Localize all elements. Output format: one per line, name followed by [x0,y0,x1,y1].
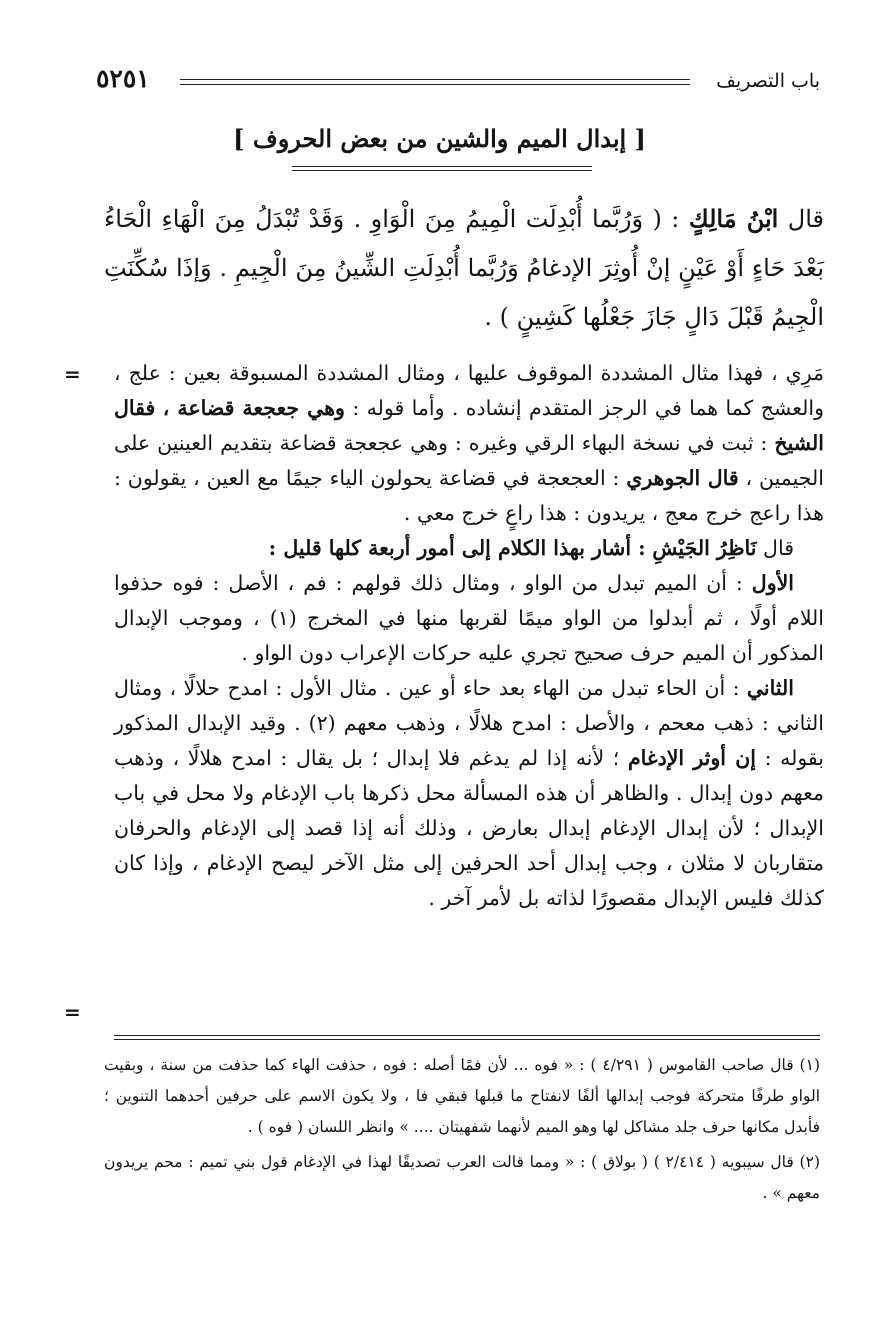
footnote-2: (٢) قال سيبويه ( ٢/٤١٤ ) ( بولاق ) : « ومما قالت العرب تصديقًا لهذا في الإدغام قول بني تميم : محم يريدون معهم » . [104,1153,820,1202]
continuation-mark-bottom: = [64,1000,81,1024]
paragraph-3-text: : أن الميم تبدل من الواو ، ومثال ذلك قولهم : فم ، الأصل : فوه حذفوا اللام أولًا ، ثم أبدلوا من الواو ميمًا لقربها منها في المخرج (١) ، وموجب الإبدال المذكور أن الميم حرف صحيح تجري عليه حركات الإعراب دون الواو . [114,571,824,665]
footnote-1: (١) قال صاحب القاموس ( ٤/٢٩١ ) : « فوه ... لأن فمًا أصله : فوه ، حذفت الهاء كما حذفت من سنة ، وبقيت الواو طرفًا متحركة فوجب إبدالها ألفًا لانفتاح ما قبلها فبقي فا ، ولا يكون الاسم على حرفين أحدهما التنوين ؛ فأبدل مكانها حرف جلد مشاكل لها وهو الميم لأنهما شفهيتان .... » وانظر اللسان ( فوه ) . [104,1056,820,1136]
chapter-title: باب التصريف [716,70,820,92]
paragraph-1 [114,356,824,531]
paragraph-3-label: الأول [751,571,794,595]
verse-block [104,194,824,342]
paragraph-1-text-d: : ثبت في نسخة البهاء الرقي وغيره : وهي عجعجة قضاعة بتقديم العينين على الجيمين ، [114,431,824,490]
footnotes [104,1050,820,1209]
paragraph-4-label: الثاني [746,676,794,700]
paragraph-4-text-a: : أن الحاء تبدل من الهاء بعد حاء أو عين . مثال الأول : امدح حلالًا ، ومثال الثاني : ذهب معحم ، والأصل : امدح هلالًا ، وذهب معهم (٢) . وقيد الإبدال المذكور بقوله : [114,676,824,770]
heading-underline [292,166,592,171]
paragraph-2-text: : أشار بهذا الكلام إلى أمور أربعة كلها قليل : [268,536,646,560]
continuation-mark-top: = [64,362,81,386]
paragraph-1-text-a: مَرِي ، فهذا مثال المشددة الموقوف عليها ، ومثال المشددة المسبوقة بعين : علج ، والعشج كما هما في الرجز المتقدم إنشاده . وأما قوله : [114,361,824,420]
verse-text: : ( وَرُبَّما أُبْدِلَت الْمِيمُ مِنَ الْوَاوِ . وَقَدْ تُبْدَلُ مِنَ الْهَاءِ الْحَاءُ بَعْدَ حَاءٍ أَوْ عَيْنٍ إنْ أُوثِرَ الإدغامُ وَرُبَّما أُبْدِلَتِ الشِّينُ مِنَ الْجِيمِ . وَإذَا سُكِّنَتِ الْجِيمُ قَبْلَ دَالٍ جَازَ جَعْلُها كَشِينٍ ) . [104,205,824,331]
running-header [96,64,820,98]
footnote-rule [114,1035,820,1040]
page-number: ٥٢٥١ [96,64,150,93]
verse-author-name: ابْنُ مَالِكٍ [688,204,779,233]
paragraph-2 [114,531,824,566]
commentary-body [114,356,824,916]
section-heading: [ إبدال الميم والشين من بعض الحروف ] [233,124,646,153]
paragraph-3 [114,566,824,671]
header-rule [180,79,690,85]
paragraph-4-quote: إن أوثر الإدغام [627,746,756,770]
paragraph-4-text-c: ؛ لأنه إذا لم يدغم فلا إبدال ؛ بل يقال : امدح هلالًا ، وذهب معهم دون إبدال . والظاهر أن هذه المسألة محل ذكرها باب الإدغام ولا محل في باب الإبدال ؛ لأن إبدال الإدغام إبدال بعارض ، وذلك أنه إذا قصد إلى الإدغام والحرفان متقاربان لا مثلان ، وجب إبدال أحد الحرفين إلى مثل الآخر ليصح الإدغام ، وإذا كان كذلك فليس الإبدال مقصورًا لذاته بل لأمر آخر . [114,746,824,910]
paragraph-1-sheikh: فقال الشيخ [114,396,824,455]
paragraph-1-jawhari: قال الجوهري [626,466,739,490]
paragraph-2-label: قال [763,536,794,560]
paragraph-4 [114,671,824,916]
paragraph-1-quote: وهي جعجعة قضاعة ، [162,396,345,420]
paragraph-1-text-f: : العجعجة في قضاعة يحولون الياء جيمًا مع العين ، يقولون : هذا راعج خرج معج ، يريدون : هذا راعٍ خرج معي . [114,466,824,525]
verse-author-label: قال [787,205,824,233]
paragraph-2-name: نَاظِرُ الجَيْشِ [652,536,757,560]
